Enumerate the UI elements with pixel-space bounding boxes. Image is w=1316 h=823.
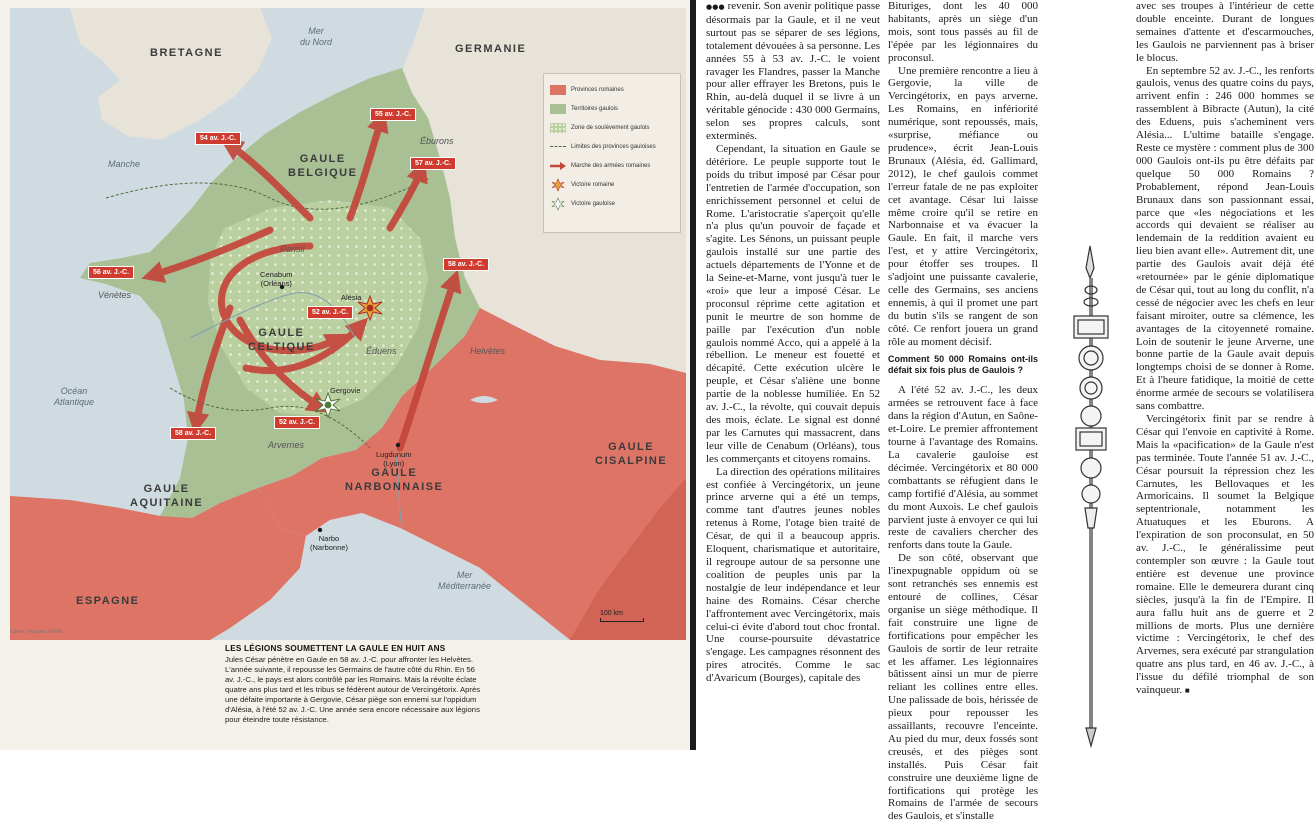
- article-column-3: [1136, 0, 1314, 698]
- map-gaul-conquest: [10, 8, 686, 640]
- label-germanie: GERMANIE: [455, 43, 527, 55]
- legend-row-province-limits: [550, 137, 674, 156]
- paragraph-text: revenir. Son avenir politique passe désormais par la Gaule, et il ne veut surtout pas se séparer de ses légions, totalement dévouées à sa personne. Les années 55 à 53 av. J.-C. le voient ravager les Flandres, passer la Manche pour aller effrayer les Bretons, puis le Rhin, au-delà duquel il se livre à un véritable génocide : 430 000 Germains, selon ses propres calculs, sont exterminés.: [706, 0, 880, 143]
- legend-row-gaul-victory: [550, 194, 674, 213]
- label-gaule-aquitaine: GAULE AQUITAINE: [130, 483, 204, 509]
- label-manche: Manche: [108, 159, 141, 169]
- date-tag-56: 56 av. J.-C.: [88, 266, 134, 279]
- caption-body: Jules César pénètre en Gaule en 58 av. J.-C. pour affronter les Helvètes. L'année suivante, il repousse les Germains de l'autre côté du Rhin. En 56 av. J.-C., le pays est alors contrôlé par les Romains. Mais la révolte éclate quatre ans plus tard et les tribus se fédèrent autour de Vercingétorix. Après une défaite importante à Gergovie, César piège son ennemi sur l'oppidum d'Alésia, à l'été 52 av. J.-C. Une année sera encore nécessaire aux légions pour éteindre toute résistance.: [225, 655, 481, 724]
- label-helvetes: Helvètes: [470, 346, 506, 356]
- paragraph: En septembre 52 av. J.-C., les renforts gaulois, venus des quatre coins du pays, arrivent enfin : 246 000 hommes se rassemblent à Bibracte (Autun), la cité des Eduens, puis s'acheminent vers Alésia... L'ultime bataille s'engage. Reste ce mystère : comment plus de 300 000 Gaulois ont-ils pu être défaits par quelque 50 000 Romains ? Probablement, répond Jean-Louis Brunaux dans son passionnant essai, parce que «les négociations et les accords qui devaient se réaliser au lendemain de la reddition avaient eu lieu bien avant elle». Autrement dit, une partie des Gaulois avait déjà été «retournée» par le génie diplomatique de César qui, tout au long du conflit, n'a cessé de négocier avec les chefs en leur faisant miroiter, outre sa clémence, les avantages de la citoyenneté romaine. Loin de soutenir le jeune Arverne, une bonne partie de la Gaule avait depuis longtemps choisi de se donner à Rome. Et à l'heure fatidique, la moitié de cette énorme armée de secours se volatilisera sans combattre.: [1136, 64, 1314, 413]
- lead-bullets: ●●●: [706, 3, 725, 11]
- legend-text: Victoire gauloise: [571, 200, 615, 207]
- date-tag-58: 58 av. J.-C.: [443, 258, 489, 271]
- map-legend: [543, 73, 681, 233]
- scale-line: [600, 618, 644, 622]
- date-tag-52-gergovie: 52 av. J.-C.: [274, 416, 320, 429]
- date-tag-58b: 58 av. J.-C.: [170, 427, 216, 440]
- paragraph: Cependant, la situation en Gaule se détériore. Le peuple supporte tout le poids du tribut imposé par César pour l'entretien de l'armée d'occupation, son enrichissement personnel et celui de Rome. L'aristocratie s'aperçoit qu'elle n'a plus qu'un pouvoir de façade et s'agite. Les Sénons, un puissant peuple gaulois installé sur une partie des actuels départements de l'Yonne et de la Seine-et-Marne, vont jusqu'à tuer le «roi» que leur a imposé César. Le proconsul réprime cette agitation et punit le meurtre de son homme de paille par l'exécution d'un noble gaulois nommé Acco, qui a appelé à la rébellion. Le meneur est fouetté et décapité. Cette exécution ulcère le peuple, et César s'aliène une bonne partie de la noblesse humiliée. En 52 av. J.-C., la révolte, qui couvait depuis des mois, éclate. Le signal est donné par les Carnutes qui massacrent, dans leur ville de Cenabum (Orléans), tous les commerçants et citoyens romains.: [706, 142, 880, 465]
- paragraph: De son côté, observant que l'inexpugnable oppidum où se sont retranchés ses ennemis est entouré de collines, César organise un siège méthodique. Il fait construire une ligne de fortifications pour empêcher les Gaulois de sortir de leur retraite et les affamer. Les légionnaires bâtissent ainsi un mur de pierre reliant les collines entre elles. Une palissade de bois, hérissée de pieux pour repousser les assaillants, recouvre l'enceinte. Au pied du mur, deux fossés sont creusés, et des pièges sont installés. Puis César fait construire une deuxième ligne de fortifications qui protège les Romains de l'armée de secours des Gaulois, et s'installe: [888, 552, 1038, 823]
- paragraph: La direction des opérations militaires est confiée à Vercingétorix, un jeune prince arverne qui a été un temps, comme tant d'autres jeunes nobles retenus à Rome, l'otage bien traité de César, de qui il a beaucoup appris. Eloquent, charismatique et autoritaire, il regroupe autour de sa personne une coalition de peuples unis par la nostalgie de leur indépendance et leur haine des Romains. César cherche l'affrontement avec Vercingétorix, mais celui-ci évite d'abord tout choc frontal. Une course-poursuite dévastatrice s'engage. Les campagnes résonnent des pires atrocités. Comme le sac d'Avaricum (Bourges), capitale des: [706, 465, 880, 685]
- label-narbo: Narbo (Narbonne): [310, 534, 348, 552]
- arrow-right-icon: [550, 161, 566, 171]
- label-gaule-cisalpine: GAULE CISALPINE: [595, 441, 668, 467]
- right-page: [696, 0, 1316, 823]
- label-mer-du-nord: Mer du Nord: [300, 26, 333, 47]
- star-burst-icon: [550, 197, 566, 211]
- label-gaule-belgique: GAULE BELGIQUE: [288, 153, 358, 179]
- paragraph: Bituriges, dont les 40 000 habitants, après un siège d'un mois, sont tous passés au fil de l'épée par les légionnaires du proconsul.: [888, 0, 1038, 64]
- label-bretagne: BRETAGNE: [150, 47, 223, 59]
- label-arvernes: Arvernes: [268, 440, 305, 450]
- map-credit: Carte : Hugues Piolet: [10, 629, 63, 635]
- date-tag-55: 55 av. J.-C.: [370, 108, 416, 121]
- legend-text: Provinces romaines: [571, 86, 624, 93]
- label-gaule-narbonnaise: GAULE NARBONNAISE: [345, 467, 444, 493]
- legend-text: Territoires gaulois: [571, 105, 619, 112]
- label-venetes: Vénètes: [98, 290, 132, 300]
- legend-text: Marche des armées romaines: [571, 162, 651, 169]
- label-eburons: Éburons: [420, 136, 454, 146]
- scale-bar: [600, 610, 644, 622]
- legend-row-roman-victory: [550, 175, 674, 194]
- swatch-uprising-zone: [550, 123, 566, 133]
- roman-standard-illustration-icon: [1048, 238, 1133, 750]
- left-page: [0, 0, 690, 750]
- swatch-gaul-territories: [550, 104, 566, 114]
- section-heading: Comment 50 000 Romains ont-ils défait six fois plus de Gaulois ?: [888, 354, 1038, 376]
- label-gaule-celtique: GAULE CELTIQUE: [248, 327, 315, 353]
- swatch-province-limits: [550, 146, 566, 147]
- lugdunum-marker: [396, 443, 400, 447]
- legend-row-roman-march: [550, 156, 674, 175]
- label-lugdunum: Lugdunum (Lyon): [376, 450, 412, 468]
- label-eduens: Éduens: [366, 346, 397, 356]
- date-tag-52-alesia: 52 av. J.-C.: [307, 306, 353, 319]
- legend-row-roman-provinces: [550, 80, 674, 99]
- legend-text: Limites des provinces gauloises: [571, 143, 656, 150]
- star-burst-icon: [550, 178, 566, 192]
- scale-label: 100 km: [600, 610, 623, 617]
- date-tag-54: 54 av. J.-C.: [195, 132, 241, 145]
- legend-text: Zone de soulèvement gaulois: [571, 124, 650, 131]
- label-cenabum: Cenabum (Orléans): [260, 270, 293, 288]
- end-mark-icon: ■: [1184, 686, 1190, 696]
- label-ocean-atlantique: Océan Atlantique: [54, 386, 95, 407]
- label-espagne: ESPAGNE: [76, 595, 140, 607]
- legend-row-gaul-territories: [550, 99, 674, 118]
- paragraph: [706, 0, 880, 143]
- legend-text: Victoire romaine: [571, 181, 615, 188]
- narbo-marker: [318, 528, 322, 532]
- paragraph-text: Vercingétorix finit par se rendre à César qui l'envoie en captivité à Rome. Mais la «pacification» de la Gaule n'est pas terminée. Toute l'année 51 av. J.-C., César poursuit la répression chez les Carnutes, les Bellovaques et les Armoricains. Il soumet la Belgique septentrionale, notamment les Atuatuques et les Eburons. A l'expiration de son proconsulat, en 50 av. J.-C., le généralissime peut contempler son œuvre : la Gaule tout entière est devenue une province romaine. Elle le demeurera durant cinq siècles, jusqu'à la fin de l'Empire. Il aura fallu huit ans de guerre et 2 millions de morts. Plus une dernière victime : Vercingétorix, le chef des Arvernes, sera exécuté par strangulation quatre ans plus tard, en 46 av. J.-C., à l'issue du défilé triomphal de son vainqueur.: [1136, 413, 1314, 697]
- label-gergovie: Gergovie: [330, 386, 361, 395]
- paragraph: Une première rencontre a lieu à Gergovie, la ville de Vercingétorix, en pays arverne. Les Romains, en infériorité numérique, sont repoussés, mais, «surprise, méfiance ou prudence», écrit Jean-Louis Brunaux (Alésia, éd. Gallimard, 2012), le chef gaulois commet l'erreur fatale de ne pas exploiter cet avantage. César lui laisse même croire qu'il se retire en Narbonnaise et va évacuer la Gaule. En fait, il marche vers l'est, et y attire Vercingétorix, pour étoffer ses troupes. Il s'adjoint une puissante cavalerie, celle des Germains, ses anciens ennemis, à qui il promet une part du butin s'ils se rangent de son côté. Ce renfort jouera un grand rôle au moment décisif.: [888, 64, 1038, 348]
- article-column-1: [706, 0, 880, 685]
- paragraph: [1136, 413, 1314, 698]
- legend-row-uprising-zone: [550, 118, 674, 137]
- paragraph: A l'été 52 av. J.-C., les deux armées se retrouvent face à face dans la région d'Autun, en Saône-et-Loire. Le premier affrontement tourne à l'avantage des Romains. La cavalerie gauloise est décimée. Vercingétorix et 80 000 combattants se réfugient dans le camp fortifié d'Alésia, au sommet du mont Auxois. Le chef gaulois parvient juste à envoyer ce qui lui reste de cavaliers chercher des renforts dans toute la Gaule.: [888, 384, 1038, 552]
- label-alesia: Alésia: [341, 293, 362, 302]
- label-mer-mediterranee: Mer Méditerranée: [438, 570, 492, 591]
- caption-title: LES LÉGIONS SOUMETTENT LA GAULE EN HUIT ANS: [225, 644, 446, 653]
- label-parisii: Parisii: [280, 244, 305, 254]
- article-column-2: [888, 0, 1038, 823]
- map-caption: [225, 644, 485, 725]
- swatch-roman-provinces: [550, 85, 566, 95]
- date-tag-57: 57 av. J.-C.: [410, 157, 456, 170]
- paragraph: avec ses troupes à l'intérieur de cette double enceinte. Durant de longues semaines d'attente et d'escarmouches, les Gaulois ne parviennent pas à briser le blocus.: [1136, 0, 1314, 64]
